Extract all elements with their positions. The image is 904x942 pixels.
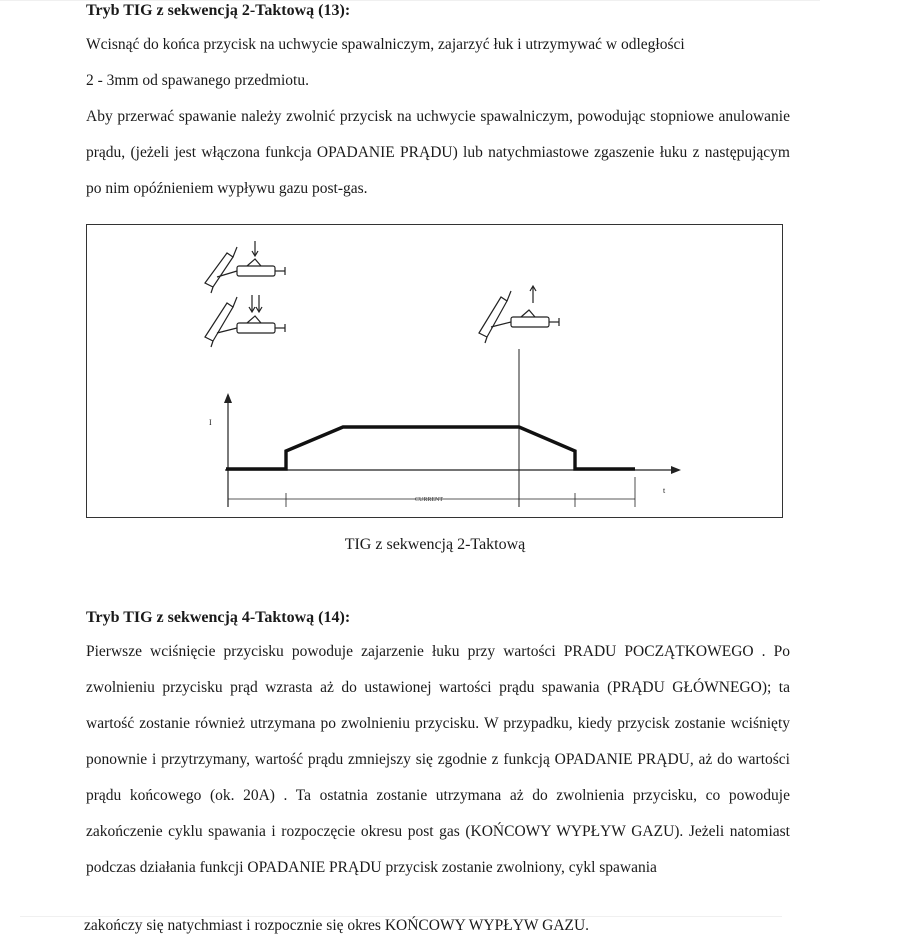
paragraph-1-line-2: 2 - 3mm od spawanego przedmiotu. <box>86 72 309 89</box>
current-segment-label: CURRENT <box>415 497 444 503</box>
section-heading-4t: Tryb TIG z sekwencją 4-Taktową (14): <box>86 609 351 626</box>
torch-press-icon <box>205 241 285 293</box>
figure-caption: TIG z sekwencją 2-Taktową <box>344 536 526 553</box>
paragraph-1-line-1: Wcisnąć do końca przycisk na uchwycie spawalniczym, zajarzyć łuk i utrzymywać w odległości <box>86 36 685 53</box>
torch-release-icon <box>479 286 559 343</box>
current-profile-line <box>226 427 635 469</box>
sequence-diagram <box>86 224 783 518</box>
paragraph-4t-last-line: zakończy się natychmiast i rozpocznie się okres KOŃCOWY WYPŁYW GAZU. <box>84 917 590 934</box>
sequence-diagram-svg <box>87 225 784 519</box>
y-axis-label: I <box>209 418 212 427</box>
section-heading-2t: Tryb TIG z sekwencją 2-Taktową (13): <box>86 2 351 19</box>
x-axis-arrow-icon <box>671 466 681 474</box>
x-axis-label: t <box>663 486 666 495</box>
paragraph-2: Aby przerwać spawanie należy zwolnić przycisk na uchwycie spawalniczym, powodując stopniowe anulowanie prądu, (jeżeli jest włączona funkcja OPADANIE PRĄDU) lub natychmiastowe zgaszenie łuku z następującym po nim opóźnieniem wypływu gazu post-gas. <box>86 108 790 197</box>
paragraph-4t: Pierwsze wciśnięcie przycisku powoduje zajarzenie łuku przy wartości PRADU POCZĄTKOWEGO . Po zwolnieniu przycisku prąd wzrasta aż do ustawionej wartości prądu spawania (PRĄDU GŁÓWNEGO); ta wartość zostanie również utrzymana po zwolnieniu przycisku. W przypadku, kiedy przycisk zostanie wciśnięty ponownie i przytrzymany, wartość prądu zmniejszy się zgodnie z funkcją OPADANIE PRĄDU, aż do wartości prądu końcowego (ok. 20A) . Ta ostatnia zostanie utrzymana aż do zwolnienia przycisku, co powoduje zakończenie cyklu spawania i rozpoczęcie okresu post gas (KOŃCOWY WYPŁYW GAZU). Jeżeli natomiast podczas działania funkcji OPADANIE PRĄDU przycisk zostanie zwolniony, cykl spawania <box>86 643 790 876</box>
torch-double-press-icon <box>205 295 285 347</box>
y-axis-arrow-icon <box>224 393 232 403</box>
